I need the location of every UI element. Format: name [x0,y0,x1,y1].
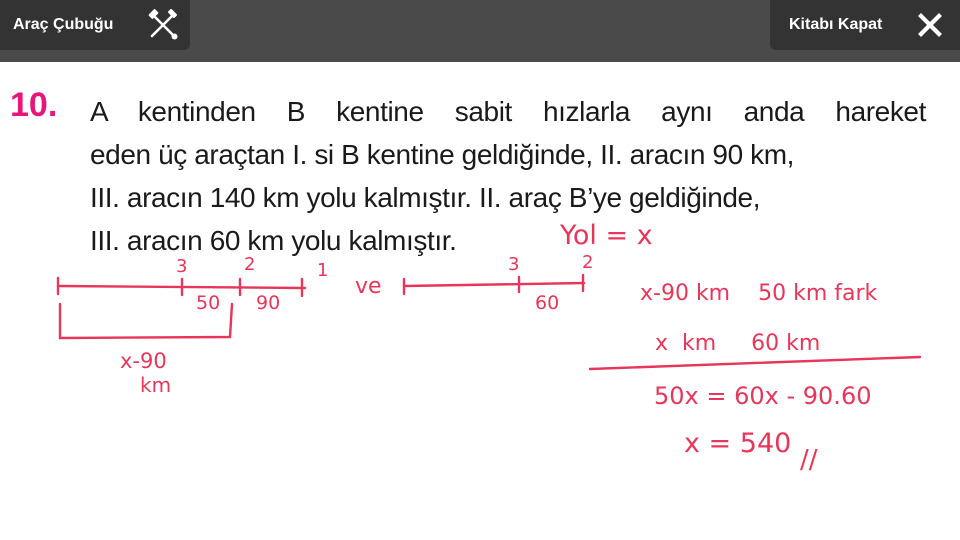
question-number: 10. [10,86,58,124]
close-book-label: Kitabı Kapat [789,16,883,33]
ratio-row-1: x-90 km 50 km fark [640,281,878,306]
result-mark: // [800,445,818,475]
connector-ve: ve [355,274,382,299]
fraction-bar [590,357,920,369]
line2-tick-2: 2 [582,252,594,273]
segment-60: 60 [535,292,560,314]
line1-tick-1: 1 [317,260,329,281]
number-line-2 [404,283,584,286]
line1-tick-2: 2 [244,254,256,275]
line2-tick-3: 3 [508,254,520,275]
bracket-label-bottom: km [140,373,172,397]
yol-note: Yol = x [560,220,653,251]
result: x = 540 [684,428,792,459]
question-line-1: A kentinden B kentine sabit hızlarla aynı anda hareket [90,96,926,127]
ratio-row-2: x km 60 km [655,331,821,356]
question-line-4: III. aracın 60 km yolu kalmıştır. [90,225,457,256]
bracket-label-top: x-90 [120,349,167,373]
line1-tick-3: 3 [176,256,188,277]
equation: 50x = 60x - 90.60 [654,382,872,410]
tools-button-label: Araç Çubuğu [13,16,114,33]
question-line-2: eden üç araçtan I. si B kentine geldiğinde, II. aracın 90 km, [90,139,795,170]
segment-90: 90 [256,292,281,314]
question-line-3: III. aracın 140 km yolu kalmıştır. II. araç B’ye geldiğinde, [90,182,761,213]
segment-50: 50 [196,292,221,314]
